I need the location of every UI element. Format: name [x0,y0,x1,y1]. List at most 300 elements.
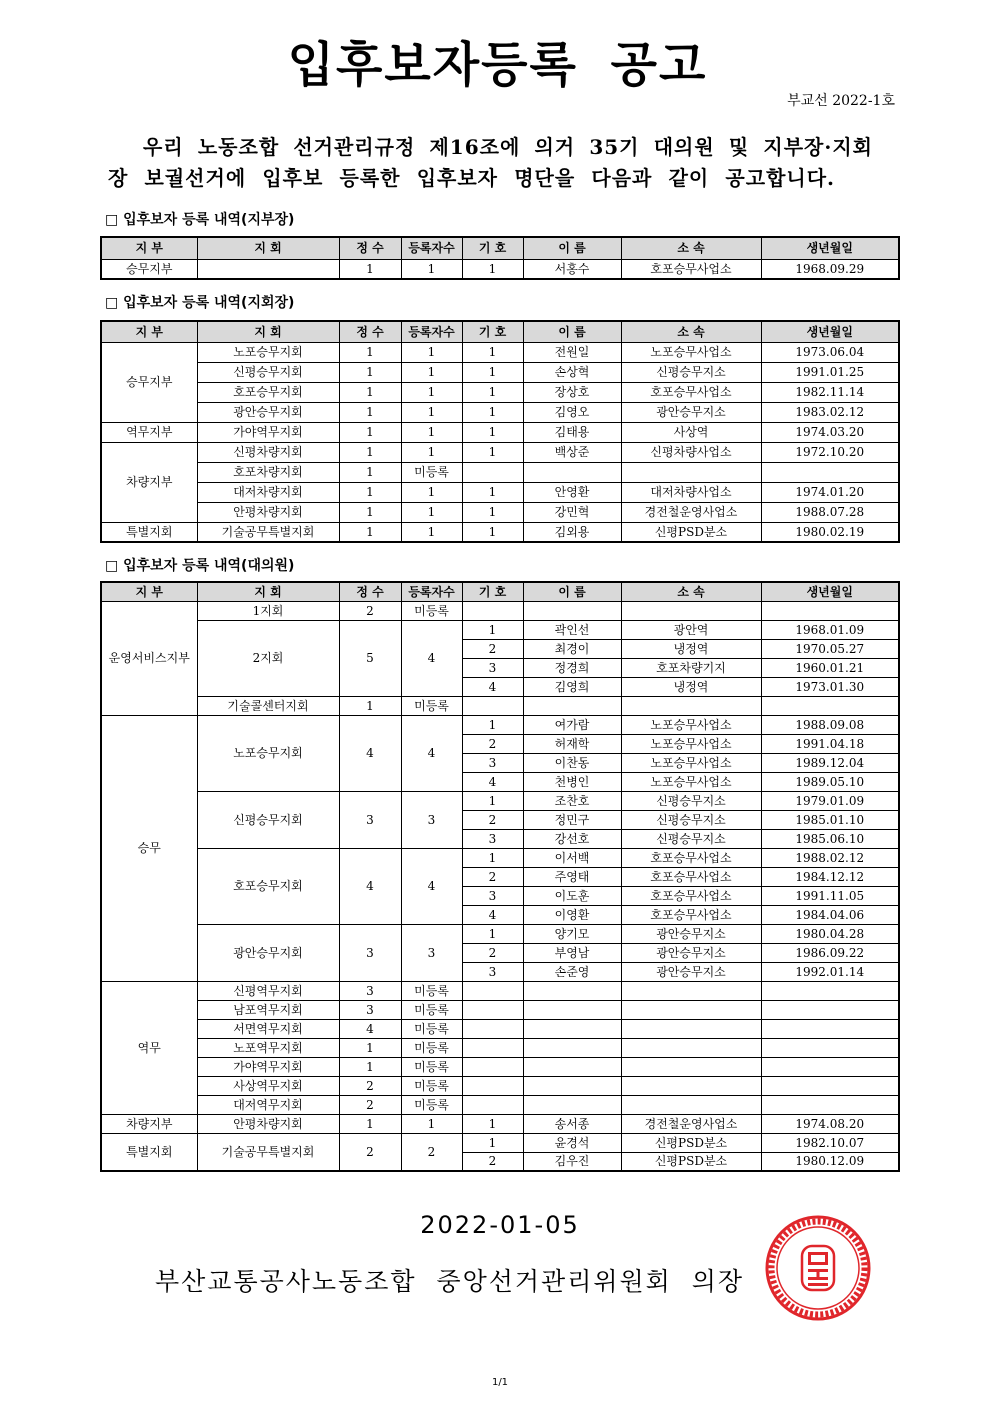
registered-count-header: 등록자수 [401,321,462,342]
affiliation-cell [621,462,761,482]
affiliation-cell: 광안역 [621,620,761,639]
candidate-number-cell: 1 [462,442,523,462]
candidate-name-cell: 손상혁 [523,362,621,382]
quota-cell: 1 [339,482,401,502]
birth-date-cell: 1985.06.10 [761,829,899,848]
table-row [101,422,899,442]
quota-cell: 1 [339,1038,401,1057]
candidate-number-cell: 1 [462,422,523,442]
registered-count-cell: 1 [401,442,462,462]
table-row [101,259,899,279]
candidate-number-cell [462,1057,523,1076]
candidate-number-cell: 1 [462,522,523,542]
section-heading-chapter-chief: □ 입후보자 등록 내역(지회장) [105,295,295,311]
birth-date-cell: 1982.11.14 [761,382,899,402]
candidate-number-cell [462,1019,523,1038]
affiliation-cell [621,1095,761,1114]
candidate-name-cell: 김우진 [523,1152,621,1171]
candidate-number-cell: 1 [462,848,523,867]
quota-cell: 1 [339,462,401,482]
quota-cell: 1 [339,382,401,402]
seal-center-mark [808,1252,828,1286]
birth-date-cell: 1968.01.09 [761,620,899,639]
birth-date-header: 생년월일 [761,582,899,601]
chapter-cell: 호포승무지회 [197,382,339,402]
candidate-number-cell: 3 [462,829,523,848]
branch-chief-candidates-table [100,236,900,280]
registered-count-cell: 미등록 [401,1019,462,1038]
table-row [101,402,899,422]
affiliation-cell: 신평승무지소 [621,362,761,382]
candidate-number-cell [462,1000,523,1019]
registered-count-cell: 미등록 [401,1095,462,1114]
candidate-number-cell [462,696,523,715]
birth-date-cell: 1979.01.09 [761,791,899,810]
affiliation-cell: 호포승무사업소 [621,848,761,867]
section-heading-delegates: □ 입후보자 등록 내역(대의원) [105,558,295,574]
candidate-name-cell: 허재학 [523,734,621,753]
candidate-number-cell: 1 [462,715,523,734]
candidate-name-cell: 장상호 [523,382,621,402]
registered-count-cell: 미등록 [401,1038,462,1057]
table-row [101,620,899,639]
candidate-name-cell: 여가람 [523,715,621,734]
candidate-number-cell: 1 [462,482,523,502]
affiliation-cell: 사상역 [621,422,761,442]
quota-cell: 2 [339,601,401,620]
chapter-header: 지 회 [197,582,339,601]
quota-header: 정 수 [339,321,401,342]
registered-count-cell: 1 [401,522,462,542]
candidate-name-cell: 곽인선 [523,620,621,639]
chapter-cell: 광안승무지회 [197,402,339,422]
table-row [101,924,899,943]
candidate-name-cell: 양기모 [523,924,621,943]
affiliation-cell [621,696,761,715]
table-row [101,462,899,482]
candidate-name-cell: 김영오 [523,402,621,422]
candidate-number-cell: 3 [462,658,523,677]
candidate-number-cell: 3 [462,886,523,905]
birth-date-cell: 1992.01.14 [761,962,899,981]
affiliation-header: 소 속 [621,237,761,259]
affiliation-cell: 노포승무사업소 [621,342,761,362]
candidate-number-header: 기 호 [462,582,523,601]
table-row [101,981,899,1000]
quota-cell: 2 [339,1076,401,1095]
candidate-name-cell: 조찬호 [523,791,621,810]
candidate-number-cell: 1 [462,259,523,279]
registered-count-cell: 4 [401,848,462,924]
announcement-date: 2022-01-05 [420,1211,580,1239]
candidate-name-cell: 전원일 [523,342,621,362]
candidate-number-cell: 1 [462,1114,523,1133]
candidate-number-cell: 1 [462,382,523,402]
chapter-cell: 가야역무지회 [197,422,339,442]
affiliation-header: 소 속 [621,582,761,601]
chapter-cell: 가야역무지회 [197,1057,339,1076]
registered-count-cell: 미등록 [401,462,462,482]
candidate-number-cell: 1 [462,791,523,810]
signature-line: 부산교통공사노동조합 중앙선거관리위원회 의장 [155,1267,745,1296]
chapter-cell: 기술공무특별지회 [197,1133,339,1171]
affiliation-cell: 경전철운영사업소 [621,1114,761,1133]
candidate-number-cell: 1 [462,620,523,639]
chapter-cell: 안평차량지회 [197,502,339,522]
quota-cell: 1 [339,362,401,382]
birth-date-cell [761,1057,899,1076]
branch-cell: 역무지부 [101,422,197,442]
candidate-name-cell: 정경희 [523,658,621,677]
affiliation-header: 소 속 [621,321,761,342]
registered-count-cell: 미등록 [401,1076,462,1095]
chapter-cell: 대저차량지회 [197,482,339,502]
candidate-number-cell: 2 [462,943,523,962]
candidate-name-cell: 천병인 [523,772,621,791]
quota-cell: 4 [339,715,401,791]
table-header-row [101,321,899,342]
chapter-cell: 신평승무지회 [197,362,339,382]
candidate-name-cell: 이찬동 [523,753,621,772]
table-header-row [101,582,899,601]
table-row [101,342,899,362]
table-row [101,601,899,620]
table-row [101,696,899,715]
registered-count-cell: 2 [401,1133,462,1171]
candidate-number-cell: 4 [462,905,523,924]
birth-date-cell [761,696,899,715]
affiliation-cell: 신평PSD분소 [621,522,761,542]
birth-date-cell [761,601,899,620]
table-row [101,482,899,502]
candidate-number-cell [462,1076,523,1095]
birth-date-cell: 1989.12.04 [761,753,899,772]
quota-cell: 1 [339,259,401,279]
branch-cell: 특별지회 [101,1133,197,1171]
candidate-number-cell: 1 [462,342,523,362]
candidate-name-cell [523,1076,621,1095]
affiliation-cell: 경전철운영사업소 [621,502,761,522]
birth-date-cell: 1988.02.12 [761,848,899,867]
candidate-number-cell [462,601,523,620]
affiliation-cell [621,1000,761,1019]
affiliation-cell: 호포승무사업소 [621,259,761,279]
chapter-cell: 신평차량지회 [197,442,339,462]
registered-count-cell: 미등록 [401,1000,462,1019]
birth-date-cell [761,1095,899,1114]
birth-date-cell [761,462,899,482]
candidate-name-cell: 이도훈 [523,886,621,905]
candidate-number-cell: 1 [462,502,523,522]
branch-header: 지 부 [101,237,197,259]
birth-date-cell: 1991.11.05 [761,886,899,905]
chapter-chief-candidates-table [100,320,900,543]
candidate-number-header: 기 호 [462,237,523,259]
candidate-name-cell: 서홍수 [523,259,621,279]
affiliation-cell: 신평PSD분소 [621,1152,761,1171]
candidate-name-cell: 손준영 [523,962,621,981]
table-row [101,1095,899,1114]
chapter-cell: 호포차량지회 [197,462,339,482]
affiliation-cell: 광안승무지소 [621,962,761,981]
chapter-cell: 서면역무지회 [197,1019,339,1038]
birth-date-cell: 1991.04.18 [761,734,899,753]
birth-date-cell: 1985.01.10 [761,810,899,829]
candidate-number-cell: 1 [462,402,523,422]
registered-count-cell: 미등록 [401,981,462,1000]
quota-cell: 1 [339,1057,401,1076]
registered-count-cell: 1 [401,362,462,382]
chapter-cell: 대저역무지회 [197,1095,339,1114]
table-row [101,502,899,522]
birth-date-cell: 1970.05.27 [761,639,899,658]
birth-date-cell: 1988.07.28 [761,502,899,522]
candidate-name-cell: 송서종 [523,1114,621,1133]
registered-count-cell: 미등록 [401,696,462,715]
birth-date-cell: 1960.01.21 [761,658,899,677]
quota-header: 정 수 [339,582,401,601]
candidate-name-cell [523,1057,621,1076]
table-row [101,1019,899,1038]
table-header-row [101,237,899,259]
birth-date-header: 생년월일 [761,321,899,342]
candidate-number-cell: 1 [462,1133,523,1152]
candidate-number-cell: 1 [462,362,523,382]
affiliation-cell [621,601,761,620]
document-number: 부교선 2022-1호 [787,93,895,109]
table-row [101,1076,899,1095]
quota-cell: 1 [339,442,401,462]
candidate-number-cell: 3 [462,962,523,981]
quota-cell: 5 [339,620,401,696]
birth-date-cell: 1984.12.12 [761,867,899,886]
quota-cell: 4 [339,1019,401,1038]
candidate-number-cell: 1 [462,924,523,943]
candidate-number-cell [462,1095,523,1114]
candidate-number-cell: 3 [462,753,523,772]
affiliation-cell: 대저차량사업소 [621,482,761,502]
quota-cell: 1 [339,422,401,442]
candidate-number-cell: 2 [462,734,523,753]
affiliation-cell: 호포차량기지 [621,658,761,677]
affiliation-cell: 광안승무지소 [621,943,761,962]
candidate-number-cell [462,1038,523,1057]
candidate-name-cell: 주영태 [523,867,621,886]
table-row [101,1038,899,1057]
affiliation-cell: 신평승무지소 [621,829,761,848]
candidate-name-cell: 최경이 [523,639,621,658]
table-row [101,442,899,462]
delegate-candidates-table [100,581,900,1172]
candidate-name-cell: 강민혁 [523,502,621,522]
chapter-cell: 2지회 [197,620,339,696]
registered-count-cell: 1 [401,402,462,422]
birth-date-cell: 1983.02.12 [761,402,899,422]
birth-date-cell: 1988.09.08 [761,715,899,734]
section-heading-branch-chief: □ 입후보자 등록 내역(지부장) [105,212,295,228]
affiliation-cell: 광안승무지소 [621,924,761,943]
birth-date-cell: 1973.06.04 [761,342,899,362]
official-seal [764,1214,872,1322]
affiliation-cell [621,1076,761,1095]
chapter-cell: 기술공무특별지회 [197,522,339,542]
affiliation-cell: 노포승무사업소 [621,715,761,734]
table-row [101,382,899,402]
chapter-header: 지 회 [197,237,339,259]
affiliation-cell: 신평승무지소 [621,791,761,810]
seal-inner-ring [777,1227,859,1309]
birth-date-cell [761,1019,899,1038]
affiliation-cell [621,1019,761,1038]
quota-cell: 3 [339,981,401,1000]
candidate-name-cell: 김영희 [523,677,621,696]
birth-date-cell: 1974.03.20 [761,422,899,442]
candidate-number-cell [462,462,523,482]
branch-cell: 승무지부 [101,259,197,279]
affiliation-cell: 노포승무사업소 [621,734,761,753]
candidate-name-header: 이 름 [523,321,621,342]
candidate-number-cell: 4 [462,677,523,696]
registered-count-cell: 1 [401,1114,462,1133]
candidate-number-cell: 2 [462,810,523,829]
candidate-name-cell [523,981,621,1000]
birth-date-cell: 1980.04.28 [761,924,899,943]
document-title: 입후보자등록 공고 [287,37,708,93]
table-row [101,1000,899,1019]
table-row [101,791,899,810]
table-row [101,362,899,382]
quota-cell: 1 [339,402,401,422]
registered-count-cell: 1 [401,502,462,522]
candidate-name-cell: 김태용 [523,422,621,442]
birth-date-cell: 1982.10.07 [761,1133,899,1152]
candidate-name-cell: 백상준 [523,442,621,462]
candidate-name-cell: 이서백 [523,848,621,867]
table-row [101,848,899,867]
candidate-name-header: 이 름 [523,237,621,259]
table-row [101,715,899,734]
quota-cell: 3 [339,791,401,848]
chapter-cell: 남포역무지회 [197,1000,339,1019]
candidate-name-header: 이 름 [523,582,621,601]
affiliation-cell: 노포승무사업소 [621,772,761,791]
affiliation-cell: 냉정역 [621,677,761,696]
branch-cell: 운영서비스지부 [101,601,197,715]
candidate-number-cell [462,981,523,1000]
candidate-name-cell [523,1095,621,1114]
registered-count-cell: 미등록 [401,1057,462,1076]
branch-cell: 차량지부 [101,442,197,522]
chapter-cell: 노포승무지회 [197,715,339,791]
quota-cell: 3 [339,924,401,981]
birth-date-cell: 1974.01.20 [761,482,899,502]
chapter-cell: 안평차량지회 [197,1114,339,1133]
chapter-header: 지 회 [197,321,339,342]
affiliation-cell [621,1038,761,1057]
birth-date-cell: 1991.01.25 [761,362,899,382]
branch-header: 지 부 [101,582,197,601]
birth-date-cell: 1984.04.06 [761,905,899,924]
table-row [101,1133,899,1152]
chapter-cell: 호포승무지회 [197,848,339,924]
registered-count-cell: 1 [401,342,462,362]
quota-cell: 1 [339,522,401,542]
affiliation-cell [621,1057,761,1076]
candidate-name-cell [523,1038,621,1057]
candidate-name-cell: 정민구 [523,810,621,829]
birth-date-cell [761,981,899,1000]
birth-date-cell: 1980.12.09 [761,1152,899,1171]
birth-date-cell [761,1076,899,1095]
affiliation-cell: 신평PSD분소 [621,1133,761,1152]
registered-count-cell: 4 [401,715,462,791]
affiliation-cell: 호포승무사업소 [621,867,761,886]
quota-cell: 1 [339,1114,401,1133]
seal-outer-ring [767,1217,869,1319]
registered-count-header: 등록자수 [401,582,462,601]
branch-cell: 역무 [101,981,197,1114]
table-row [101,1114,899,1133]
birth-date-cell [761,1000,899,1019]
candidate-number-header: 기 호 [462,321,523,342]
candidate-name-cell: 부영남 [523,943,621,962]
registered-count-cell: 1 [401,382,462,402]
birth-date-cell: 1986.09.22 [761,943,899,962]
quota-cell: 1 [339,502,401,522]
affiliation-cell [621,981,761,1000]
birth-date-cell: 1974.08.20 [761,1114,899,1133]
candidate-name-cell: 강선호 [523,829,621,848]
quota-cell: 1 [339,342,401,362]
candidate-name-cell [523,601,621,620]
registered-count-cell: 3 [401,791,462,848]
affiliation-cell: 호포승무사업소 [621,382,761,402]
branch-cell: 특별지회 [101,522,197,542]
registered-count-header: 등록자수 [401,237,462,259]
candidate-name-cell [523,462,621,482]
page-number: 1/1 [491,1377,509,1388]
birth-date-cell: 1989.05.10 [761,772,899,791]
candidate-name-cell: 윤경석 [523,1133,621,1152]
birth-date-cell: 1973.01.30 [761,677,899,696]
affiliation-cell: 호포승무사업소 [621,886,761,905]
quota-cell: 3 [339,1000,401,1019]
affiliation-cell: 호포승무사업소 [621,905,761,924]
registered-count-cell: 1 [401,422,462,442]
table-row [101,1057,899,1076]
chapter-cell [197,259,339,279]
branch-cell: 승무지부 [101,342,197,422]
quota-header: 정 수 [339,237,401,259]
quota-cell: 2 [339,1095,401,1114]
chapter-cell: 광안승무지회 [197,924,339,981]
affiliation-cell: 노포승무사업소 [621,753,761,772]
candidate-name-cell [523,696,621,715]
chapter-cell: 기술콜센터지회 [197,696,339,715]
birth-date-cell: 1980.02.19 [761,522,899,542]
seal-text-ring [772,1222,865,1315]
affiliation-cell: 광안승무지소 [621,402,761,422]
affiliation-cell: 신평차량사업소 [621,442,761,462]
candidate-number-cell: 2 [462,639,523,658]
birth-date-cell [761,1038,899,1057]
candidate-number-cell: 2 [462,867,523,886]
quota-cell: 4 [339,848,401,924]
birth-date-cell: 1972.10.20 [761,442,899,462]
candidate-number-cell: 2 [462,1152,523,1171]
candidate-name-cell: 이영환 [523,905,621,924]
chapter-cell: 사상역무지회 [197,1076,339,1095]
